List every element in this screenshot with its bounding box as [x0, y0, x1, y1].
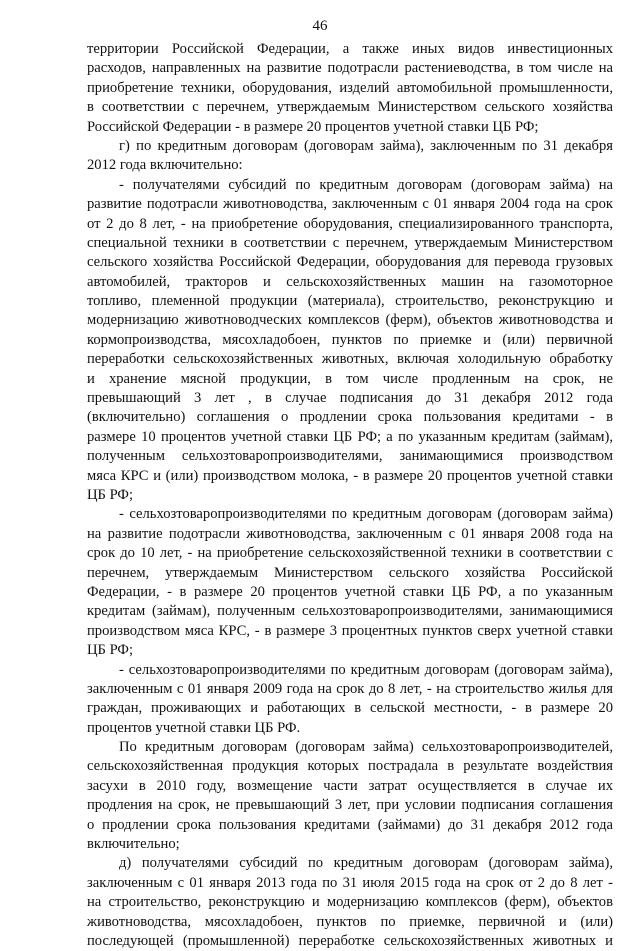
text-line: Федерации, - в размере 20 процентов учетной ставки ЦБ РФ, а по указанным	[87, 583, 613, 600]
text-line: переработки сельскохозяйственных животных, включая холодильную обработку	[87, 351, 613, 368]
text-line: - сельхозтоваропроизводителями по кредитным договорам (договорам займа),	[119, 661, 613, 678]
text-line: Российской Федерации - в размере 20 процентов учетной ставки ЦБ РФ;	[87, 118, 539, 135]
text-line: заключенным с 01 января 2013 года по 31 июля 2015 года на срок от 2 до 8 лет -	[87, 874, 613, 891]
text-line: полученным сельхозтоваропроизводителями, занимающимися производством	[87, 448, 613, 465]
text-line: включительно;	[87, 836, 180, 853]
text-line: сельскохозяйственная продукция которых пострадала в результате воздействия	[87, 758, 613, 775]
text-line: ЦБ РФ;	[87, 486, 134, 503]
text-line: на развитие подотрасли животноводства, заключенным с 01 января 2008 года на	[87, 525, 613, 542]
text-line: приобретение техники, оборудования, изделий автомобильной промышленности,	[87, 79, 613, 96]
text-line: последующей (промышленной) переработке сельскохозяйственных животных и	[87, 932, 613, 949]
text-line: 2012 года включительно:	[87, 157, 243, 174]
text-line: процентов учетной ставки ЦБ РФ.	[87, 719, 301, 736]
text-line: расходов, направленных на развитие подотрасли растениеводства, в том числе на	[87, 60, 613, 77]
text-line: д) получателями субсидий по кредитным договорам (договорам займа),	[119, 855, 613, 872]
text-line: (включительно) соглашения о продлении срока пользования кредитами - в	[87, 409, 613, 426]
text-line: размере 10 процентов учетной ставки ЦБ РФ; а по указанным кредитам (займам),	[87, 428, 613, 445]
text-line: топливо, племенной продукции (материала), строительство, реконструкцию и	[87, 293, 613, 310]
text-line: ЦБ РФ;	[87, 642, 134, 659]
text-line: граждан, проживающих и работающих в сельской местности, - в размере 20	[87, 700, 613, 717]
page-number: 46	[312, 18, 328, 34]
text-line: в соответствии с перечнем, утверждаемым Министерством сельского хозяйства	[87, 99, 613, 116]
text-line: продления на срок, не превышающий 3 лет, при условии подписания соглашения	[87, 797, 613, 814]
text-line: автомобилей, тракторов и сельскохозяйственных машин на газомоторное	[87, 273, 613, 290]
text-line: срок до 10 лет, - на приобретение сельскохозяйственной техники в соответствии с	[87, 545, 613, 562]
text-line: г) по кредитным договорам (договорам займа), заключенным по 31 декабря	[119, 137, 613, 154]
text-line: модернизацию животноводческих комплексов (ферм), объектов животноводства и	[87, 312, 613, 329]
text-line: засухи в 2010 году, возмещение части затрат осуществляется в случае их	[87, 777, 613, 794]
text-line: - получателями субсидий по кредитным договорам (договорам займа) на	[119, 176, 613, 193]
text-line: развитие подотрасли животноводства, заключенным с 01 января 2004 года на срок	[87, 196, 613, 213]
text-line: и хранение мясной продукции, в том числе продленным на срок, не	[87, 370, 613, 387]
text-line: мяса КРС и (или) производством молока, - в размере 20 процентов учетной ставки	[87, 467, 613, 484]
text-line: сельского хозяйства Российской Федерации, оборудования для перевода грузовых	[87, 254, 613, 271]
text-line: территории Российской Федерации, а также иных видов инвестиционных	[87, 41, 613, 57]
text-line: о продлении срока пользования кредитами (займами) до 31 декабря 2012 года	[87, 816, 613, 833]
text-line: - сельхозтоваропроизводителями по кредитным договорам (договорам займа)	[119, 506, 613, 523]
text-line: от 2 до 8 лет, - на приобретение оборудования, специализированного транспорта,	[87, 215, 613, 232]
text-line: кормопроизводства, мясохладобоен, пунктов по приемке и (или) первичной	[87, 331, 613, 348]
text-line: кредитам (займам), полученным сельхозтоваропроизводителями, занимающимися	[87, 603, 613, 620]
text-line: на строительство, реконструкцию и модернизацию комплексов (ферм), объектов	[87, 894, 613, 911]
text-line: По кредитным договорам (договорам займа) сельхозтоваропроизводителей,	[119, 739, 613, 756]
document-body	[87, 40, 613, 951]
text-line: животноводства, мясохладобоен, пунктов по приемке, первичной и (или)	[87, 913, 613, 930]
text-line: специальной техники в соответствии с перечнем, утверждаемым Министерством	[87, 234, 613, 251]
text-line: производством мяса КРС, - в размере 3 процентных пунктов сверх учетной ставки	[87, 622, 613, 639]
text-line: заключенным с 01 января 2009 года на срок до 8 лет, - на строительство жилья для	[87, 680, 613, 697]
text-line: перечнем, утверждаемым Министерством сельского хозяйства Российской	[87, 564, 613, 581]
text-line: превышающий 3 лет , в случае подписания до 31 декабря 2012 года	[87, 390, 613, 407]
